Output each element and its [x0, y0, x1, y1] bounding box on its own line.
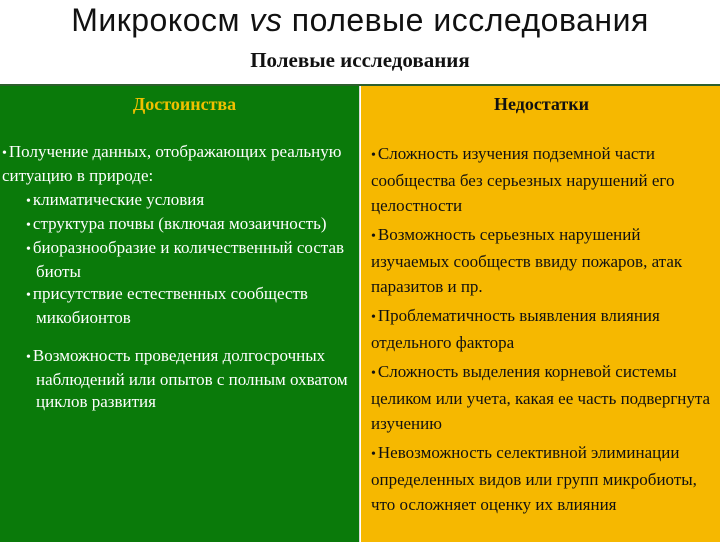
list-item-text: Невозможность селективной элиминации определенных видов или групп микробиоты, что осложняет оценку их влияния [371, 443, 697, 514]
list-item [26, 283, 351, 329]
list-item-text: биоразнообразие и количественный состав биоты [32, 238, 345, 281]
list-item [371, 222, 712, 299]
bullet-icon: • [371, 366, 376, 381]
disadvantages-column [360, 86, 720, 542]
list-item [26, 189, 351, 213]
list-item [371, 141, 712, 218]
bullet-icon: • [2, 146, 7, 161]
bullet-icon: • [26, 194, 31, 209]
list-item [371, 303, 712, 355]
bullet-icon: • [26, 288, 31, 303]
advantages-column [0, 86, 360, 542]
bullet-icon: • [371, 310, 376, 325]
list-item-text: Проблематичность выявления влияния отдельного фактора [371, 306, 660, 352]
list-item-text: Возможность проведения долгосрочных наблюдений или опытов с полным охватом циклов развития [32, 346, 348, 411]
title-prefix: Микрокосм [71, 2, 250, 38]
list-item [371, 440, 712, 517]
bullet-icon: • [26, 218, 31, 233]
advantages-sub-list [26, 189, 351, 413]
bullet-icon: • [26, 350, 31, 365]
title-vs: vs [249, 2, 283, 38]
list-item [26, 213, 351, 237]
list-item [26, 345, 351, 413]
advantages-intro-text: Получение данных, отображающих реальную ситуацию в природе: [2, 142, 342, 185]
slide-title [0, 2, 720, 39]
list-item [26, 237, 351, 283]
list-item-text: Возможность серьезных нарушений изучаемых сообществ ввиду пожаров, атак паразитов и пр. [371, 225, 683, 296]
list-item-text: Сложность выделения корневой системы целиком или учета, какая ее часть подвергнута изучению [371, 362, 711, 433]
slide-subtitle: Полевые исследования [250, 48, 470, 72]
advantages-heading: Достоинства [132, 94, 237, 114]
bullet-icon: • [26, 242, 31, 257]
list-item-text: присутствие естественных сообществ микобионтов [32, 284, 308, 327]
bullet-icon: • [371, 229, 376, 244]
comparison-table [0, 84, 720, 542]
list-item-text: структура почвы (включая мозаичность) [32, 214, 327, 233]
list-item-text: Сложность изучения подземной части сообщества без серьезных нарушений его целостности [371, 144, 675, 215]
disadvantages-heading: Недостатки [493, 94, 590, 114]
advantages-intro-item [2, 141, 351, 187]
title-suffix: полевые исследования [282, 2, 649, 38]
list-item-text: климатические условия [32, 190, 205, 209]
list-item [371, 359, 712, 436]
spacer [36, 329, 351, 345]
bullet-icon: • [371, 447, 376, 462]
bullet-icon: • [371, 148, 376, 163]
